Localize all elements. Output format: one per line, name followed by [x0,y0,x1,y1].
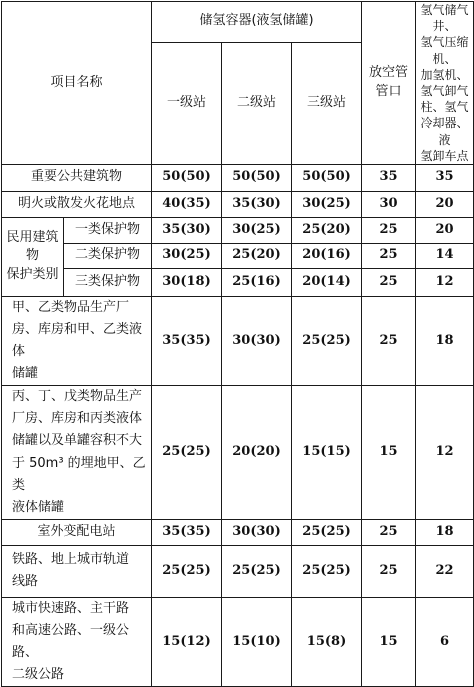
cell-level3: 15(15) [292,386,362,520]
cell-level1: 15(12) [152,597,222,686]
cell-level2: 20(20) [222,386,292,520]
cell-level3: 25(25) [292,296,362,385]
cell-level1: 25(25) [152,545,222,597]
cell-level3: 25(25) [292,519,362,545]
cell-level1: 30(18) [152,268,222,296]
header-item-name: 项目名称 [2,2,152,165]
cell-equipment: 18 [416,296,474,385]
header-row-1 [2,2,474,43]
row-name: 重要公共建筑物 [2,164,152,191]
cell-equipment: 6 [416,597,474,686]
cell-level2: 25(16) [222,268,292,296]
table-row [2,597,474,686]
protection-group-label: 民用建筑物 保护类别 [2,217,64,296]
cell-level2: 30(30) [222,519,292,545]
cell-level3: 20(16) [292,243,362,268]
header-level1: 一级站 [152,42,222,164]
header-vent: 放空管 管口 [362,2,416,165]
cell-vent: 25 [362,243,416,268]
cell-level2: 35(30) [222,191,292,217]
cell-level1: 35(30) [152,217,222,243]
row-name: 明火或散发火花地点 [2,191,152,217]
row-name: 二类保护物 [64,243,152,268]
row-name: 丙、丁、戊类物品生产 厂房、库房和丙类液体 储罐以及单罐容积不大 于 50m³ 的埋地甲、乙类 液体储罐 [2,386,152,520]
cell-level3: 20(14) [292,268,362,296]
header-level3: 三级站 [292,42,362,164]
header-level2: 二级站 [222,42,292,164]
cell-level2: 50(50) [222,164,292,191]
table-row [2,217,474,243]
header-storage-group: 储氢容器(液氢储罐) [152,2,362,43]
table-row [2,519,474,545]
cell-level3: 30(25) [292,191,362,217]
table-row [2,296,474,385]
table-row [2,164,474,191]
cell-vent: 30 [362,191,416,217]
cell-level3: 25(20) [292,217,362,243]
cell-vent: 35 [362,164,416,191]
cell-equipment: 20 [416,217,474,243]
cell-level1: 30(25) [152,243,222,268]
cell-vent: 25 [362,268,416,296]
cell-level1: 25(25) [152,386,222,520]
cell-level3: 15(8) [292,597,362,686]
cell-equipment: 18 [416,519,474,545]
cell-equipment: 12 [416,386,474,520]
row-name: 室外变配电站 [2,519,152,545]
row-name: 铁路、地上城市轨道 线路 [2,545,152,597]
cell-level1: 35(35) [152,296,222,385]
row-name: 三类保护物 [64,268,152,296]
cell-vent: 25 [362,545,416,597]
cell-level3: 50(50) [292,164,362,191]
cell-vent: 25 [362,217,416,243]
cell-level3: 25(25) [292,545,362,597]
cell-equipment: 22 [416,545,474,597]
header-equipment: 氢气储气井、 氢气压缩机、 加氢机、 氢气卸气 柱、氢气 冷却器、液 氢卸车点 [416,2,474,165]
cell-level2: 30(30) [222,296,292,385]
cell-level2: 15(10) [222,597,292,686]
table-row [2,386,474,520]
cell-vent: 25 [362,296,416,385]
cell-level2: 30(25) [222,217,292,243]
table-row [2,243,474,268]
cell-level1: 35(35) [152,519,222,545]
row-name: 甲、乙类物品生产厂 房、库房和甲、乙类液体 储罐 [2,296,152,385]
cell-equipment: 14 [416,243,474,268]
table-row [2,268,474,296]
table-row [2,545,474,597]
cell-vent: 15 [362,597,416,686]
table-row [2,191,474,217]
cell-level2: 25(20) [222,243,292,268]
cell-level1: 40(35) [152,191,222,217]
cell-level1: 50(50) [152,164,222,191]
row-name: 一类保护物 [64,217,152,243]
cell-equipment: 20 [416,191,474,217]
cell-equipment: 12 [416,268,474,296]
cell-vent: 25 [362,519,416,545]
cell-level2: 25(25) [222,545,292,597]
cell-equipment: 35 [416,164,474,191]
row-name: 城市快速路、主干路 和高速公路、一级公路、 二级公路 [2,597,152,686]
hydrogen-station-distance-table [1,1,474,687]
cell-vent: 15 [362,386,416,520]
